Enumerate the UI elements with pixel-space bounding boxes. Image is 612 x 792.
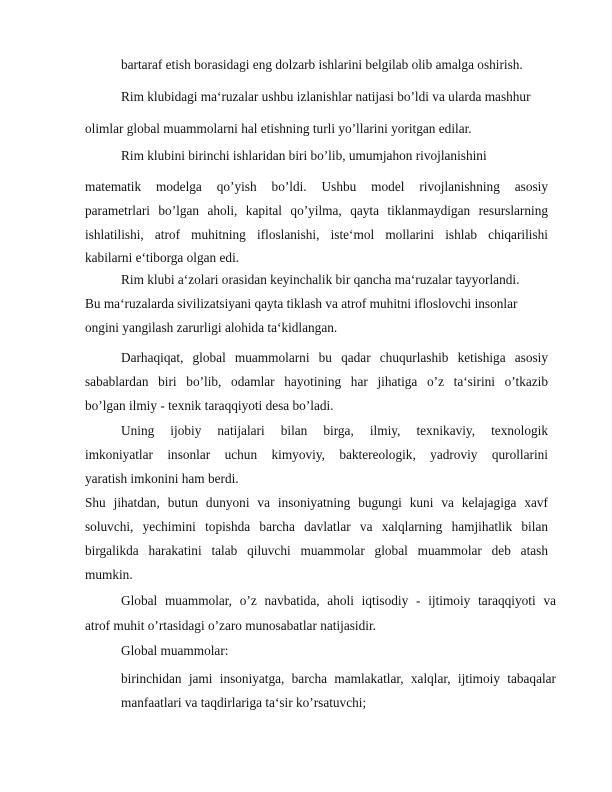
text-line: olimlar global muammolarni hal etishning turli yo’llarini yoritgan edilar.: [85, 121, 472, 136]
text-line: manfaatlari va taqdirlariga ta‘sir ko’rsatuvchi;: [121, 695, 367, 710]
text-line: Bu ma‘ruzalarda sivilizatsiyani qayta tiklash va atrof muhitni ifloslovchi insonlar: [85, 296, 518, 311]
text-line: mumkin.: [85, 567, 133, 582]
text-line: Shu jihatdan, butun dunyoni va insoniyatning bugungi kuni va kelajagiga xavf: [85, 495, 548, 510]
text-line: Global muammolar:: [121, 643, 229, 658]
text-line: matematik modelga qo’yish bo’ldi. Ushbu model rivojlanishning asosiy: [85, 179, 548, 194]
text-line: Darhaqiqat, global muammolarni bu qadar chuqurlashib ketishiga asosiy: [121, 350, 548, 365]
text-line: Uning ijobiy natijalari bilan birga, ilmiy, texnikaviy, texnologik: [121, 423, 548, 438]
text-line: birgalikda harakatini talab qiluvchi muammolar global muammolar deb atash: [85, 543, 548, 558]
text-line: yaratish imkonini ham berdi.: [85, 471, 239, 486]
text-line: ishlatilishi, atrof muhitning ifloslanishi, iste‘mol mollarini ishlab chiqarilishi: [85, 227, 548, 242]
text-line: Rim klubi a‘zolari orasidan keyinchalik bir qancha ma‘ruzalar tayyorlandi.: [121, 272, 520, 287]
text-line: imkoniyatlar insonlar uchun kimyoviy, baktereologik, yadroviy qurollarini: [85, 447, 548, 462]
text-line: atrof muhit o’rtasidagi o’zaro munosabatlar natijasidir.: [85, 618, 376, 633]
text-line: parametrlari bo’lgan aholi, kapital qo’yilma, qayta tiklanmaydigan resurslarning: [85, 203, 548, 218]
text-line: Global muammolar, o’z navbatida, aholi iqtisodiy - ijtimoiy taraqqiyoti va: [121, 593, 556, 608]
text-line: bartaraf etish borasidagi eng dolzarb ishlarini belgilab olib amalga oshirish.: [121, 57, 523, 72]
text-line: soluvchi, yechimini topishda barcha davlatlar va xalqlarning hamjihatlik bilan: [85, 519, 548, 534]
text-line: Rim klubini birinchi ishlaridan biri bo’lib, umumjahon rivojlanishini: [121, 148, 487, 163]
text-line: bo’lgan ilmiy - texnik taraqqiyoti desa bo’ladi.: [85, 398, 334, 413]
text-line: kabilarni e‘tiborga olgan edi.: [85, 250, 240, 265]
text-line: ongini yangilash zarurligi alohida ta‘kidlangan.: [85, 320, 338, 335]
text-line: Rim klubidagi ma‘ruzalar ushbu izlanishlar natijasi bo’ldi va ularda mashhur: [121, 89, 531, 104]
text-line: birinchidan jami insoniyatga, barcha mamlakatlar, xalqlar, ijtimoiy tabaqalar: [121, 671, 556, 686]
text-line: sabablardan biri bo’lib, odamlar hayotining har jihatiga o’z ta‘sirini o’tkazib: [85, 374, 548, 389]
